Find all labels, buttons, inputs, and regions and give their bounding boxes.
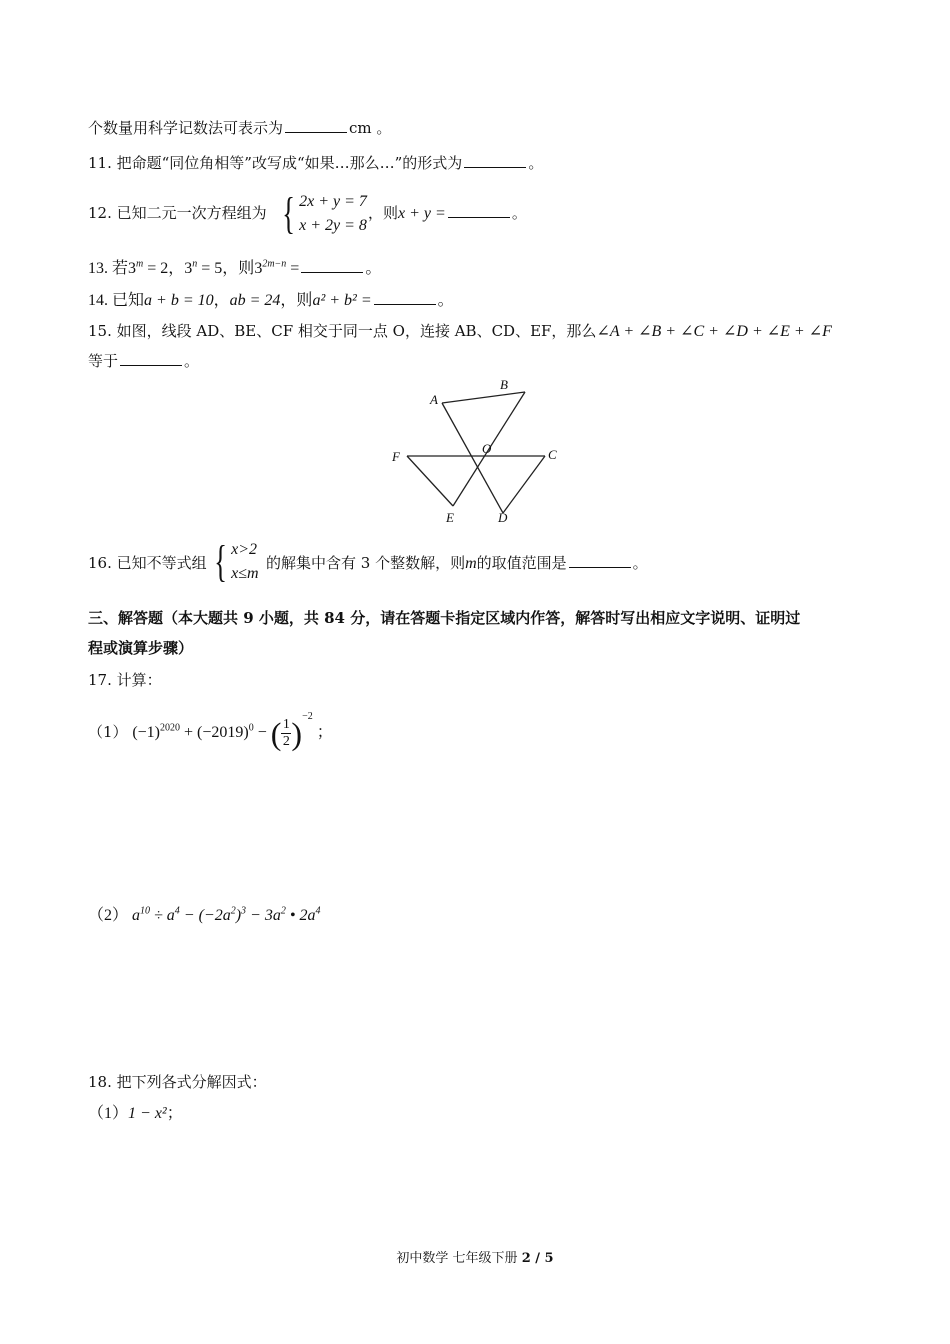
question-17-title: 17. 计算：	[88, 671, 162, 689]
segment-cd	[503, 456, 545, 513]
label-d: D	[498, 510, 508, 525]
question-11: 11. 把命题“同位角相等”改写成“如果…那么…”的形式为 。	[88, 154, 544, 172]
question-14: 14. 已知a + b = 10，ab = 24，则a² + b² = 。	[88, 292, 454, 309]
answer-blank	[301, 258, 363, 273]
answer-blank	[464, 153, 526, 168]
inequality-1: x>2	[231, 541, 258, 558]
equation-2: x + 2y = 8	[299, 217, 367, 234]
answer-blank	[285, 118, 347, 133]
label-o: O	[482, 441, 492, 456]
label-c: C	[548, 447, 557, 462]
answer-blank	[569, 553, 631, 568]
answer-blank	[120, 351, 182, 366]
question-17-part-1: （1） $(-1)^{2020} + (-2019)^0$ − ( $\frac{1}{2}$ )$^{-2}$ ；	[88, 711, 333, 752]
section-3-heading-2: 程或演算步骤）	[88, 639, 194, 657]
segment-ad	[442, 403, 503, 513]
segment-ab	[442, 392, 525, 403]
segment-fe	[407, 456, 453, 506]
q10-tail: 个数量用科学记数法可表示为 cm 。	[88, 119, 392, 137]
geometry-figure	[385, 370, 575, 530]
expression-17-1: $(-1)^{2020} + (-2019)^0$ − ( $\frac{1}{2}$ )$^{-2}$ ；	[132, 711, 333, 752]
question-12-tail: ，则x + y = 。	[368, 204, 527, 222]
question-16-tail: 的解集中含有 3 个整数解，则m的取值范围是 。	[266, 554, 648, 572]
section-3-heading: 三、解答题（本大题共 9 小题，共 84 分，请在答题卡指定区域内作答，解答时写出相应文字说明、证明过	[88, 609, 801, 627]
question-15-line2: 等于 。	[88, 352, 200, 370]
equation-system	[278, 190, 367, 238]
question-17-part-2: （2） $a^{10} \div a^4 - (-2a^2)^3 - 3a^2$ • $2a^4$	[88, 905, 321, 924]
label-f: F	[392, 449, 400, 464]
inequality-system	[210, 538, 259, 586]
answer-blank	[448, 203, 510, 218]
question-18-title: 18. 把下列各式分解因式：	[88, 1073, 267, 1091]
label-a: A	[430, 392, 438, 407]
page-footer: 初中数学 七年级下册 2 / 5	[396, 1251, 554, 1266]
left-brace: {	[282, 189, 295, 238]
question-12: 12. 已知二元一次方程组为	[88, 204, 267, 222]
question-16: 16. 已知不等式组	[88, 554, 207, 572]
inequality-2: x≤m	[231, 565, 259, 582]
question-15-line1: 15. 如图，线段 AD、BE、CF 相交于同一点 O，连接 AB、CD、EF，那么∠A + ∠B + ∠C + ∠D + ∠E + ∠F	[88, 322, 832, 340]
question-18-part-1: （1）1 − x²；	[88, 1105, 183, 1122]
label-e: E	[446, 510, 454, 525]
expression-17-2: $a^{10} \div a^4 - (-2a^2)^3 - 3a^2$ • $2a^4$	[132, 905, 321, 924]
question-13: 13. 若$3^m = 2$，$3^n = 5$，则$3^{2m-n}$ = 。	[88, 258, 382, 277]
left-brace: {	[214, 537, 227, 586]
equation-1: 2x + y = 7	[299, 193, 367, 210]
page-number: 2 / 5	[521, 1251, 554, 1266]
answer-blank	[374, 290, 436, 305]
label-b: B	[500, 377, 508, 392]
